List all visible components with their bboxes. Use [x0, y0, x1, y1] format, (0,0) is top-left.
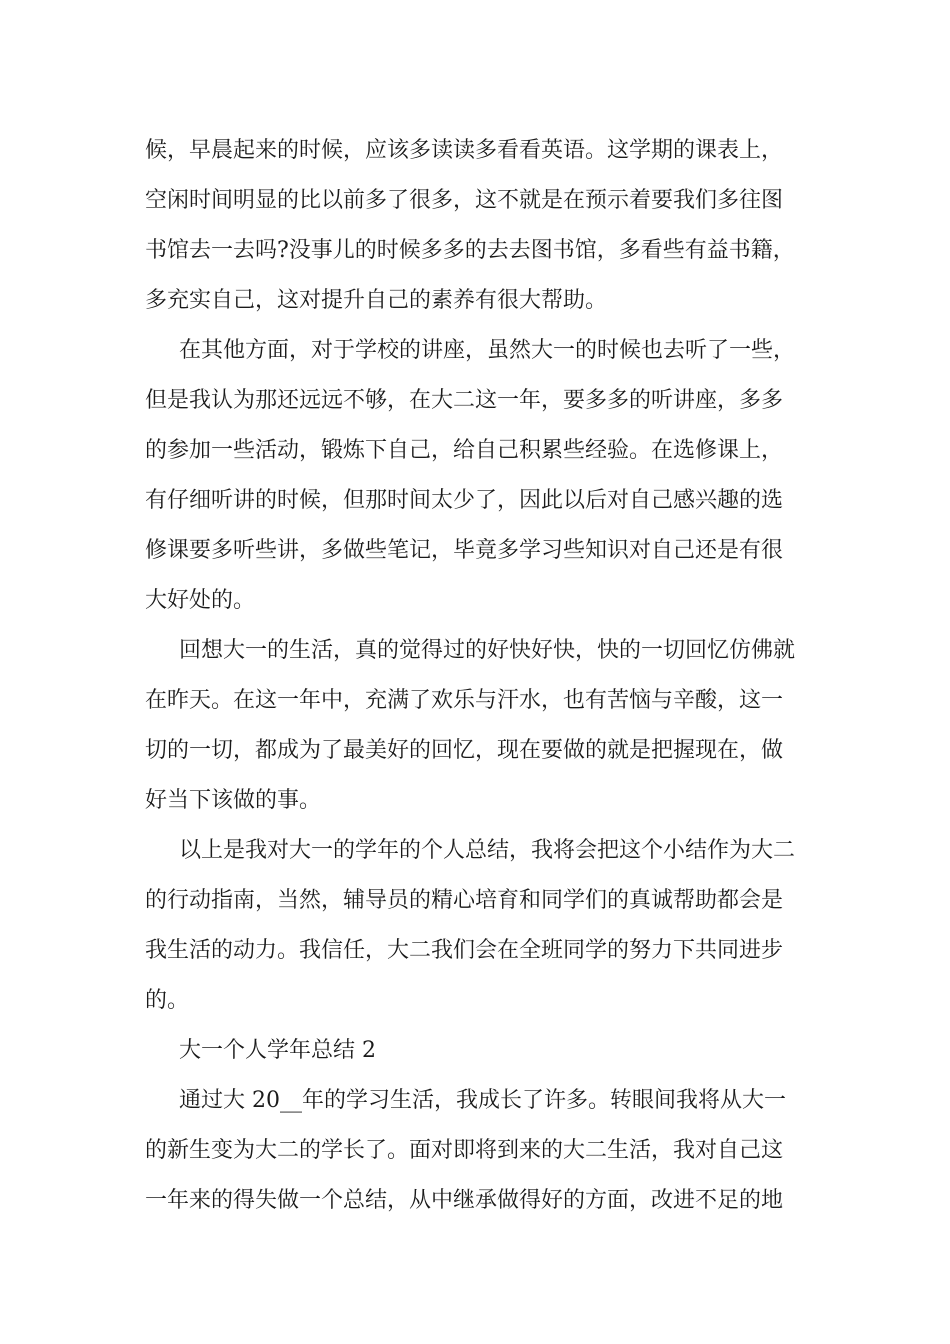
text-line: 修课要多听些讲，多做些笔记，毕竟多学习些知识对自己还是有很: [145, 538, 784, 563]
text-line: 有仔细听讲的时候，但那时间太少了，因此以后对自己感兴趣的选: [145, 488, 784, 513]
text-line: 一年来的得失做一个总结，从中继承做得好的方面，改进不足的地: [145, 1188, 784, 1213]
text-line: 在其他方面，对于学校的讲座，虽然大一的时候也去听了一些，: [179, 338, 796, 363]
text-line: 书馆去一去吗?没事儿的时候多多的去去图书馆，多看些有益书籍，: [145, 238, 795, 263]
section-heading: 大一个人学年总结 2: [179, 1038, 376, 1063]
text-line: 切的一切，都成为了最美好的回忆，现在要做的就是把握现在，做: [145, 738, 784, 763]
text-line: 的新生变为大二的学长了。面对即将到来的大二生活，我对自己这: [145, 1138, 784, 1163]
text-line: 通过大 20__年的学习生活，我成长了许多。转眼间我将从大一: [179, 1088, 786, 1113]
text-line: 以上是我对大一的学年的个人总结，我将会把这个小结作为大二: [179, 838, 796, 863]
text-line: 回想大一的生活，真的觉得过的好快好快，快的一切回忆仿佛就: [179, 638, 796, 663]
text-line: 空闲时间明显的比以前多了很多，这不就是在预示着要我们多往图: [145, 188, 784, 213]
text-line: 大好处的。: [145, 588, 256, 613]
text-line: 在昨天。在这一年中，充满了欢乐与汗水，也有苦恼与辛酸，这一: [145, 688, 784, 713]
text-line: 多充实自己，这对提升自己的素养有很大帮助。: [145, 288, 608, 313]
text-line: 但是我认为那还远远不够，在大二这一年，要多多的听讲座，多多: [145, 388, 784, 413]
text-line: 好当下该做的事。: [145, 788, 322, 813]
text-line: 候，早晨起来的时候，应该多读读多看看英语。这学期的课表上，: [145, 138, 784, 163]
text-line: 的参加一些活动，锻炼下自己，给自己积累些经验。在选修课上，: [145, 438, 784, 463]
text-line: 我生活的动力。我信任，大二我们会在全班同学的努力下共同进步: [145, 938, 784, 963]
text-line: 的。: [145, 988, 190, 1013]
text-line: 的行动指南，当然，辅导员的精心培育和同学们的真诚帮助都会是: [145, 888, 784, 913]
